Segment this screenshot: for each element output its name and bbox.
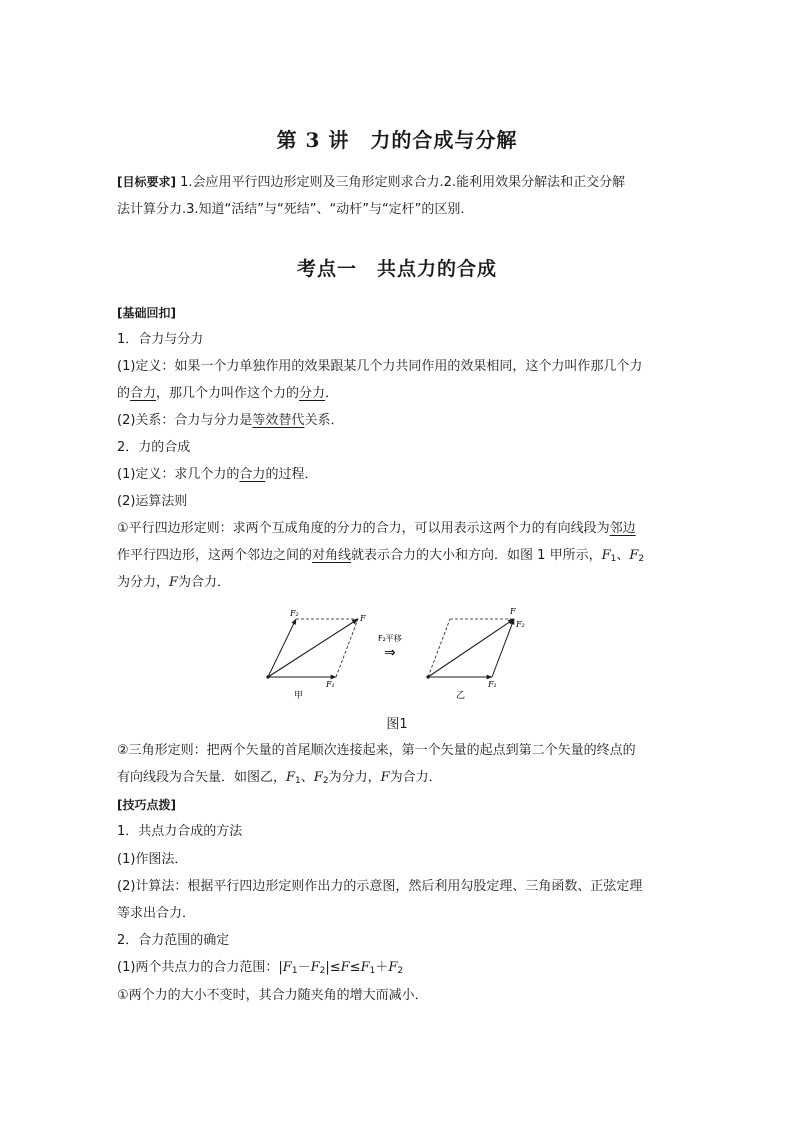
tips-p2-line-b: 等求出合力．	[117, 906, 196, 921]
tips-p3	[117, 959, 682, 980]
subscript: 2	[322, 776, 329, 786]
underlined-term: 合力	[130, 386, 157, 401]
tips-p1: (1)作图法．	[117, 852, 188, 867]
goals-line-1	[117, 173, 682, 192]
left-caption-jia: 甲	[294, 691, 304, 701]
right-caption-yi: 乙	[456, 691, 466, 701]
tips-heading-2: 2．合力范围的确定	[117, 933, 230, 948]
triangle-line-a: ②三角形定则：把两个矢量的首尾顺次连接起来，第一个矢量的起点到第二个矢量的终点的	[117, 743, 636, 758]
right-f-arrow	[428, 619, 514, 677]
subscript: 2	[638, 554, 645, 564]
text-fragment: ①平行四边形定则：求两个互成角度的分力的合力，可以用表示这两个力的有向线段为	[117, 521, 610, 536]
symbol-f1: F	[282, 960, 292, 975]
text-fragment: (1)定义：求几个力的	[117, 467, 240, 482]
symbol-f1: F	[286, 770, 296, 785]
goals-line-2: 法计算分力.3.知道“活结”与“死结”、“动杆”与“定杆”的区别.	[117, 202, 465, 217]
tips-heading-1: 1．共点力合成的方法	[117, 824, 243, 839]
triangle-line-b	[117, 769, 682, 790]
subscript: 1	[295, 776, 301, 786]
text-fragment: (1)两个共点力的合力范围：|	[117, 960, 283, 975]
subscript: 2	[319, 966, 326, 976]
symbol-f: F	[380, 770, 390, 785]
goals-text-1: 1.会应用平行四边形定则及三角形定则求合力.2.能利用效果分解法和正交分解	[180, 175, 626, 190]
left-label-f: F	[360, 614, 366, 623]
text-fragment: |≤	[325, 960, 341, 975]
section-title: 考点一 共点力的合成	[296, 258, 497, 280]
translate-text: F₂平移	[378, 634, 402, 643]
figure-caption: 图1	[386, 717, 408, 732]
translate-arrow-icon: ⇒	[384, 645, 396, 661]
basics-heading-2: 2．力的合成	[117, 440, 191, 455]
symbol-f1: F	[601, 548, 611, 563]
text-fragment: 就表示合力的大小和方向．如图 1 甲所示，	[351, 548, 602, 563]
symbol-f: F	[340, 960, 350, 975]
symbol-f2: F	[388, 960, 398, 975]
tips-p4: ①两个力的大小不变时，其合力随夹角的增大而减小．	[117, 988, 428, 1003]
underlined-term: 对角线	[312, 548, 352, 563]
subscript: 1	[610, 554, 617, 564]
underlined-term: 合力	[239, 467, 266, 482]
basics-p1-line-b	[117, 385, 682, 403]
left-dashed-right	[336, 619, 358, 677]
basics-p2	[117, 412, 682, 430]
left-label-f2: F₂	[290, 609, 299, 618]
basics-p5-line-c	[117, 574, 682, 592]
text-fragment: 作平行四边形，这两个邻边之间的	[117, 548, 313, 563]
text-fragment: 为分力，	[117, 575, 170, 590]
underlined-term: 分力	[299, 386, 326, 401]
basics-heading-1: 1．合力与分力	[117, 332, 204, 347]
basics-tag: [基础回扣]	[117, 306, 176, 320]
right-f2-arrow	[492, 619, 514, 677]
text-fragment: ≤	[349, 960, 361, 975]
symbol-f2: F	[310, 960, 320, 975]
underlined-term: 等效替代	[252, 413, 305, 428]
text-fragment: 的	[117, 386, 131, 401]
text-fragment: 为分力，	[328, 770, 381, 785]
symbol-f: F	[169, 575, 179, 590]
tips-tag: [技巧点拨]	[117, 798, 176, 812]
underlined-term: 邻边	[609, 521, 636, 536]
text-fragment: 为合力．	[389, 770, 442, 785]
text-fragment: 有向线段为合矢量．如图乙，	[117, 770, 287, 785]
basics-p3	[117, 466, 682, 484]
text-fragment: 、	[300, 770, 314, 785]
symbol-f1: F	[360, 960, 370, 975]
symbol-f2: F	[313, 770, 323, 785]
subscript: 2	[397, 966, 404, 976]
text-fragment: ，那几个力叫作这个力的	[156, 386, 300, 401]
figure-1-diagram	[262, 605, 542, 705]
left-label-f1: F₁	[326, 680, 335, 689]
right-label-f: F	[510, 607, 516, 616]
tips-p2-line-a: (2)计算法：根据平行四边形定则作出力的示意图，然后利用勾股定理、三角函数、正弦定理	[117, 879, 643, 894]
symbol-f2: F	[629, 548, 639, 563]
subscript: 1	[291, 966, 298, 976]
text-fragment: 、	[616, 548, 630, 563]
text-fragment: ＋	[375, 960, 389, 975]
text-fragment: 的过程．	[265, 467, 318, 482]
text-fragment: ．	[325, 386, 339, 401]
right-label-f1: F₁	[488, 680, 497, 689]
subscript: 1	[369, 966, 376, 976]
text-fragment: 为合力．	[178, 575, 231, 590]
basics-p5-line-b	[117, 547, 682, 568]
text-fragment: (2)关系：合力与分力是	[117, 413, 253, 428]
text-fragment: －	[297, 960, 311, 975]
left-origin-point	[266, 675, 269, 678]
right-origin-point	[426, 675, 429, 678]
page-title: 第 3 讲 力的合成与分解	[276, 128, 518, 152]
right-dashed-left	[428, 619, 450, 677]
text-fragment: 关系．	[304, 413, 344, 428]
basics-p4: (2)运算法则	[117, 494, 188, 509]
right-label-f2: F₂	[516, 620, 525, 629]
basics-p5-line-a	[117, 520, 682, 538]
basics-p1-line-a: (1)定义：如果一个力单独作用的效果跟某几个力共同作用的效果相同，这个力叫作那几个力	[117, 359, 643, 374]
goals-tag: [目标要求]	[117, 175, 176, 189]
